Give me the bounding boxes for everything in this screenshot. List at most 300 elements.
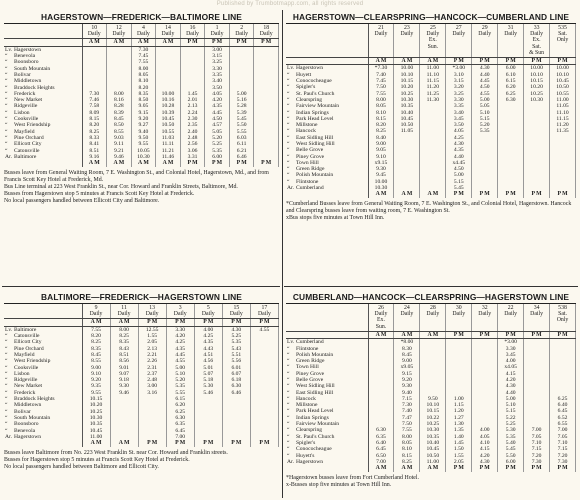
ampm-label: P M xyxy=(550,58,576,65)
time-cell: 5.10 xyxy=(166,371,194,377)
time-cell: 8.05 xyxy=(131,72,156,78)
time-cell: 9.15 xyxy=(394,371,420,377)
ampm-label: P M xyxy=(166,319,194,326)
station-name: Millstone xyxy=(296,122,318,129)
ampm-label: A M xyxy=(156,39,181,46)
station-name: Polish Mountain xyxy=(296,172,334,179)
ampm-header-row xyxy=(286,58,576,65)
run-number: 31 xyxy=(507,25,514,31)
time-cell: 4.30 xyxy=(222,326,250,333)
time-cell: 4.35 xyxy=(446,147,472,153)
station-row xyxy=(286,339,576,346)
time-cell xyxy=(254,46,279,53)
station-name: West Friendship xyxy=(14,122,51,129)
station-lead: “ xyxy=(287,351,290,358)
ampm-label: P M xyxy=(250,319,278,326)
time-cell: 10.10 xyxy=(420,402,446,408)
run-header xyxy=(250,304,278,319)
station-name: Braddock Heights xyxy=(14,84,55,91)
time-cell: 7.46 xyxy=(82,97,107,103)
time-cell: 10.15 xyxy=(82,396,110,402)
time-cell: 7.47 xyxy=(394,415,420,421)
ampm-label: A M xyxy=(131,160,156,166)
station-row xyxy=(286,65,576,72)
run-qualifier: & Sun xyxy=(529,49,545,56)
station-name: East Sidling Hill xyxy=(296,389,334,396)
station-name: Baltimore xyxy=(14,326,37,333)
station-lead: “ xyxy=(287,345,290,352)
time-cell: 12.55 xyxy=(138,326,166,333)
time-cell: 9.10 xyxy=(368,154,394,160)
time-cell: 10.30 xyxy=(420,427,446,433)
time-cell: 10.25 xyxy=(394,91,420,97)
station-lead: “ xyxy=(5,141,8,148)
ampm-label: A M xyxy=(368,331,394,338)
station-lead: “ xyxy=(287,421,290,428)
station-cell xyxy=(4,46,82,53)
time-cell: 11.30 xyxy=(420,97,446,103)
run-number: 13 xyxy=(149,305,156,311)
station-lead: “ xyxy=(5,116,8,123)
run-qualifier: Sat. xyxy=(558,311,567,318)
run-number: 21 xyxy=(378,25,384,31)
time-cell: 3.50 xyxy=(446,122,472,128)
time-cell: 10.20 xyxy=(524,84,550,90)
station-lead: “ xyxy=(5,78,8,85)
station-lead: Lv. xyxy=(287,339,295,346)
ampm-label: P M xyxy=(138,319,166,326)
ampm-label: A M xyxy=(368,465,394,471)
run-number: 33 xyxy=(533,25,540,31)
time-cell: 1.35 xyxy=(446,427,472,433)
ampm-label: A M xyxy=(368,191,394,197)
run-header xyxy=(394,304,420,331)
time-cell: 1.15 xyxy=(446,402,472,408)
station-lead: “ xyxy=(287,140,290,147)
run-number: 23 xyxy=(404,25,410,31)
time-cell: 10.45 xyxy=(394,116,420,122)
time-cell: 10.00 xyxy=(368,179,394,185)
time-cell: x9.15 xyxy=(368,160,394,166)
table-baltimore-hagerstown xyxy=(4,292,279,471)
station-lead: Ar. xyxy=(5,153,12,160)
time-cell: 2.37 xyxy=(138,371,166,377)
time-cell: 1.27 xyxy=(446,415,472,421)
time-cell: 6.21 xyxy=(229,148,254,154)
time-cell: 10.30 xyxy=(82,415,110,421)
station-name: New Market xyxy=(14,383,43,390)
time-cell: 11.05 xyxy=(394,128,420,134)
table-note: No local passengers handled between Ellicott City and Baltimore. xyxy=(4,198,160,205)
time-cell: 5.20 xyxy=(205,135,230,141)
time-cell: 1.40 xyxy=(446,434,472,440)
time-cell: 10.16 xyxy=(156,97,181,103)
run-qualifier: Ex. xyxy=(532,37,541,44)
table-title: BALTIMORE—FREDERICK—HAGERSTOWN LINE xyxy=(4,292,279,304)
station-lead: “ xyxy=(287,115,290,122)
station-name: Cooksville xyxy=(14,364,39,371)
station-lead: “ xyxy=(5,103,8,110)
run-header xyxy=(420,304,446,331)
time-cell: 8.00 xyxy=(131,66,156,72)
table-note: No local passengers handled between Baltimore and Ellicott City. xyxy=(4,463,159,470)
horizontal-divider-right xyxy=(284,286,578,287)
station-lead: “ xyxy=(5,147,8,154)
time-cell: 6.35 xyxy=(368,434,394,440)
station-lead: “ xyxy=(5,109,8,116)
time-cell: 5.35 xyxy=(205,148,230,154)
run-header xyxy=(180,24,205,39)
time-cell: 6.20 xyxy=(166,402,194,408)
station-name: Indian Springs xyxy=(296,109,329,116)
run-qualifier: Daily xyxy=(530,311,544,318)
time-cell: 3.15 xyxy=(446,78,472,84)
time-cell: 9.01 xyxy=(110,365,138,371)
station-name: Bolivar xyxy=(14,72,31,78)
time-cell: 10.50 xyxy=(394,122,420,128)
time-cell: 4.20 xyxy=(166,333,194,339)
time-cell: 6.50 xyxy=(368,453,394,459)
time-cell: 8.51 xyxy=(82,148,107,154)
time-cell: 4.00 xyxy=(194,326,222,333)
time-cell: 6.00 xyxy=(498,459,524,465)
station-name: Middletown xyxy=(14,78,42,85)
run-number: 5 xyxy=(206,305,210,311)
time-cell: 11.11 xyxy=(156,141,181,147)
station-lead: “ xyxy=(5,389,8,396)
time-cell: 10.30 xyxy=(368,185,394,191)
run-qualifier: Daily xyxy=(426,31,440,38)
station-name: Belle Grove xyxy=(296,377,324,383)
run-qualifier: Daily xyxy=(259,31,273,38)
run-qualifier: Daily xyxy=(210,31,224,38)
ampm-label: A M xyxy=(394,331,420,338)
run-qualifier: Sat. xyxy=(558,31,567,38)
time-cell: 4.25 xyxy=(194,333,222,339)
ampm-label: A M xyxy=(420,331,446,338)
time-cell: 8.00 xyxy=(368,97,394,103)
time-cell: 10.20 xyxy=(394,84,420,90)
station-row xyxy=(286,91,576,97)
run-number: 16 xyxy=(189,25,196,31)
run-header xyxy=(205,24,230,39)
time-cell: 9.20 xyxy=(82,377,110,383)
ampm-label: P M xyxy=(498,58,524,65)
time-cell: 6.01 xyxy=(222,365,250,371)
table-note: Bus Line terminal at 223 West Franklin St., near Cor. Howard and Franklin Streets, Baltimore, Md. xyxy=(4,183,238,190)
time-cell: 2.24 xyxy=(180,110,205,116)
time-cell: 8.10 xyxy=(131,78,156,84)
time-cell: 9.05 xyxy=(368,147,394,153)
run-qualifier: Daily xyxy=(400,31,414,38)
station-name: Fairview Mountain xyxy=(296,421,340,428)
ampm-label: A M xyxy=(420,465,446,471)
time-cell: 8.00 xyxy=(394,434,420,440)
time-cell: 6.40 xyxy=(550,402,576,408)
ampm-label: A M xyxy=(131,39,156,46)
station-lead: “ xyxy=(287,446,290,453)
station-lead: “ xyxy=(5,59,8,66)
time-cell: 3.40 xyxy=(446,110,472,116)
station-lead: “ xyxy=(287,166,290,173)
time-cell: 10.35 xyxy=(420,434,446,440)
time-cell: 11.35 xyxy=(550,128,576,134)
time-cell: 7.58 xyxy=(82,103,107,109)
run-number: 34 xyxy=(533,305,540,311)
run-number: 11 xyxy=(121,305,127,311)
time-cell: 10.30 xyxy=(524,97,550,103)
station-lead: Ar. xyxy=(287,185,294,192)
time-cell: 4.35 xyxy=(205,103,230,109)
schedule-table xyxy=(4,24,279,167)
ampm-label: P M xyxy=(222,440,250,446)
run-number: 25 xyxy=(429,25,436,31)
time-cell: 5.15 xyxy=(498,408,524,414)
time-cell: 8.15 xyxy=(394,453,420,459)
station-name: Millstone xyxy=(296,402,318,409)
run-header xyxy=(156,24,181,39)
time-cell: 11.15 xyxy=(550,116,576,122)
time-cell: 2.31 xyxy=(138,365,166,371)
run-qualifier: Daily xyxy=(504,311,518,318)
station-name: Park Head Level xyxy=(296,115,334,122)
station-name: Piney Grove xyxy=(296,370,325,377)
time-cell: 8.20 xyxy=(131,85,156,91)
time-cell: 5.30 xyxy=(498,427,524,433)
ampm-label: P M xyxy=(205,160,230,166)
time-cell: 5.25 xyxy=(205,141,230,147)
station-name: West Sidling Hill xyxy=(296,140,335,147)
ampm-label: P M xyxy=(180,160,205,166)
ampm-header-row xyxy=(4,319,279,326)
run-qualifier: Ex. xyxy=(377,317,385,324)
time-cell: 5.05 xyxy=(205,129,230,135)
ampm-label: P M xyxy=(254,39,279,46)
time-cell: 10.45 xyxy=(550,78,576,84)
time-cell: 8.20 xyxy=(368,122,394,128)
ampm-label: A M xyxy=(394,465,420,471)
ampm-label: P M xyxy=(194,440,222,446)
time-cell: 8.10 xyxy=(368,110,394,116)
ampm-label: P M xyxy=(229,160,254,166)
run-number: 10 xyxy=(91,25,98,31)
time-cell: 9.46 xyxy=(110,390,138,396)
run-qualifier: Daily xyxy=(89,311,103,318)
schedule-table xyxy=(4,304,279,447)
run-header xyxy=(472,24,498,58)
time-cell: 10.15 xyxy=(394,78,420,84)
station-lead: “ xyxy=(5,128,8,135)
station-lead: “ xyxy=(5,65,8,72)
time-cell: 9.27 xyxy=(131,122,156,128)
time-cell: 11.21 xyxy=(156,148,181,154)
time-cell: 8.05 xyxy=(394,440,420,446)
station-name: Polish Mountain xyxy=(296,351,334,358)
time-cell: 7.05 xyxy=(550,434,576,440)
time-cell: 9.35 xyxy=(82,383,110,389)
station-lead: “ xyxy=(5,134,8,141)
run-header xyxy=(194,304,222,319)
time-cell: 5.45 xyxy=(229,116,254,122)
station-lead: “ xyxy=(287,147,290,154)
station-name: Green Ridge xyxy=(296,166,325,173)
run-qualifier: Daily xyxy=(173,311,187,318)
run-header xyxy=(107,24,132,39)
station-cell xyxy=(4,326,82,333)
time-cell: 9.00 xyxy=(368,141,394,147)
time-cell: 5.25 xyxy=(222,333,250,339)
ampm-label: P M xyxy=(446,58,472,65)
time-cell: 8.25 xyxy=(368,128,394,134)
station-lead: “ xyxy=(5,427,8,434)
run-qualifier: Daily xyxy=(201,311,215,318)
time-cell: 4.51 xyxy=(194,352,222,358)
time-cell: 6.55 xyxy=(550,421,576,427)
time-cell: 10.22 xyxy=(420,415,446,421)
time-cell: 3.15 xyxy=(205,53,230,59)
station-lead: “ xyxy=(5,84,8,91)
time-cell: 5.56 xyxy=(222,358,250,364)
time-cell: 2.35 xyxy=(180,122,205,128)
station-name: Hancock xyxy=(296,128,316,135)
time-cell: 4.15 xyxy=(498,371,524,377)
ampm-label: P M xyxy=(229,39,254,46)
time-cell: 10.40 xyxy=(420,440,446,446)
time-cell: 9.45 xyxy=(368,172,394,178)
time-cell: 8.55 xyxy=(107,129,132,135)
run-qualifier: Daily xyxy=(145,311,159,318)
time-cell: 3.00 xyxy=(205,46,230,53)
station-lead: “ xyxy=(5,53,8,60)
station-name: Ellicott City xyxy=(14,339,42,346)
time-cell: 10.35 xyxy=(394,103,420,109)
station-lead: “ xyxy=(5,402,8,409)
time-cell: 11.00 xyxy=(420,65,446,72)
time-cell: 2.13 xyxy=(180,103,205,109)
time-cell: 3.35 xyxy=(205,72,230,78)
run-header xyxy=(498,304,524,331)
time-cell: 7.55 xyxy=(131,59,156,65)
time-cell: 9.00 xyxy=(82,365,110,371)
time-cell: 4.20 xyxy=(472,453,498,459)
station-lead: “ xyxy=(5,358,8,365)
time-cell: 10.00 xyxy=(524,65,550,72)
time-cell: 5.15 xyxy=(472,116,498,122)
time-cell: *7.30 xyxy=(368,65,394,72)
run-header xyxy=(229,24,254,39)
station-name: Town Hill xyxy=(296,159,319,166)
time-cell: 5.20 xyxy=(166,377,194,383)
station-lead: “ xyxy=(5,72,8,78)
station-name: Park Head Level xyxy=(296,408,334,415)
run-qualifier: Daily xyxy=(374,311,388,318)
run-header xyxy=(394,24,420,58)
time-cell: 11.15 xyxy=(420,78,446,84)
time-cell: 6.07 xyxy=(222,371,250,377)
station-lead: “ xyxy=(287,383,290,390)
time-cell: 3.25 xyxy=(205,59,230,65)
run-qualifier: Daily xyxy=(257,311,271,318)
station-lead: “ xyxy=(287,78,290,85)
time-cell: 7.20 xyxy=(550,453,576,459)
station-name: Clearspring xyxy=(296,427,323,434)
time-cell: 7.55 xyxy=(82,326,110,333)
time-cell: 11.10 xyxy=(420,72,446,78)
run-qualifier: Only xyxy=(556,37,569,44)
time-cell xyxy=(420,339,446,346)
run-qualifier: Daily xyxy=(374,31,388,38)
time-cell: 4.50 xyxy=(472,84,498,90)
station-lead: Lv. xyxy=(5,46,13,53)
run-header xyxy=(550,304,576,331)
time-cell: 6.25 xyxy=(166,409,194,415)
time-cell xyxy=(229,46,254,53)
time-cell: 7.05 xyxy=(524,434,550,440)
time-cell: 8.43 xyxy=(110,346,138,352)
ampm-label: A M xyxy=(394,58,420,65)
table-cumberland-hagerstown xyxy=(286,292,576,489)
station-name: Town Hill xyxy=(296,364,319,371)
run-qualifier: Daily xyxy=(400,311,414,318)
time-cell: 10.45 xyxy=(420,446,446,452)
time-cell: 5.00 xyxy=(229,91,254,97)
table-note: Busses from Hagerstown stop 5 minutes at Francis Scott Key Hotel at Frederick. xyxy=(4,191,195,198)
run-header xyxy=(524,304,550,331)
run-number: 4 xyxy=(141,25,145,31)
time-cell: 8.50 xyxy=(107,122,132,128)
table-note: xBus stops five minutes at Town Hill Inn. xyxy=(286,215,385,222)
ampm-label: P M xyxy=(524,465,550,471)
ampm-label: P M xyxy=(250,440,278,446)
table-note: Busses for Hagerstown stop 5 minutes at Francis Scott Key Hotel at Frederick. xyxy=(4,456,190,463)
time-cell: 8.25 xyxy=(110,333,138,339)
ampm-label: A M xyxy=(82,39,107,46)
horizontal-divider-left xyxy=(2,286,280,287)
time-cell: 9.20 xyxy=(394,377,420,383)
time-cell: 8.28 xyxy=(107,103,132,109)
time-cell: 5.10 xyxy=(472,110,498,116)
time-cell: 4.43 xyxy=(194,346,222,352)
time-cell: 9.40 xyxy=(394,390,420,396)
run-qualifier: Daily xyxy=(452,311,466,318)
station-name: Ridgeville xyxy=(14,377,38,384)
time-cell: 5.15 xyxy=(446,179,472,185)
time-cell: 10.10 xyxy=(524,72,550,78)
time-cell: 10.30 xyxy=(131,154,156,160)
run-number: 32 xyxy=(481,305,488,311)
time-cell: 4.30 xyxy=(446,141,472,147)
station-name: Frederick xyxy=(14,389,36,396)
time-cell xyxy=(524,339,550,346)
time-cell: 5.35 xyxy=(222,339,250,345)
time-cell: 10.50 xyxy=(156,122,181,128)
time-cell: 7.15 xyxy=(550,446,576,452)
station-lead: “ xyxy=(287,128,290,135)
time-cell: 5.35 xyxy=(472,128,498,134)
time-cell: 10.00 xyxy=(394,65,420,72)
time-cell: 8.35 xyxy=(110,339,138,345)
time-cell xyxy=(107,46,132,53)
time-cell: 5.16 xyxy=(229,97,254,103)
time-cell: 1.30 xyxy=(446,421,472,427)
ampm-label: P M xyxy=(524,58,550,65)
time-cell: 6.00 xyxy=(205,154,230,160)
time-cell: 8.25 xyxy=(82,129,107,135)
run-qualifier: Daily xyxy=(87,31,101,38)
time-cell: 5.43 xyxy=(222,346,250,352)
ampm-label: P M xyxy=(205,39,230,46)
ampm-footer-row xyxy=(286,191,576,197)
